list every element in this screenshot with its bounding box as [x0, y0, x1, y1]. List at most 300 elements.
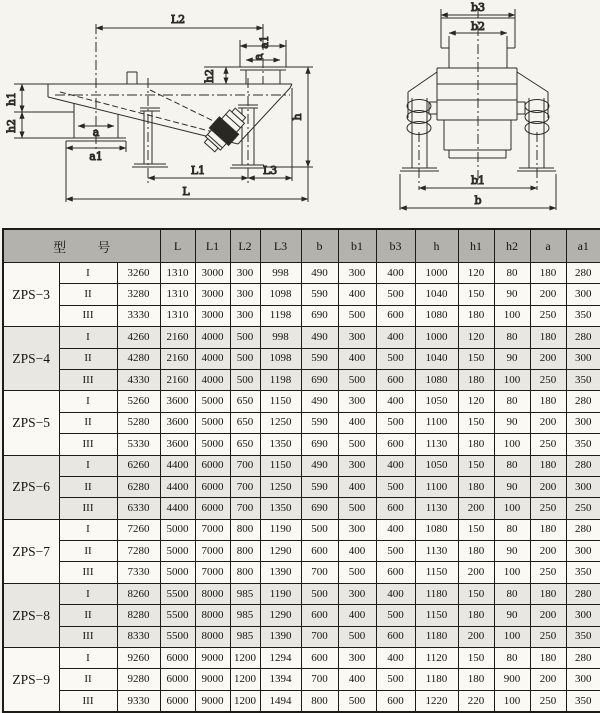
- table-row: [3, 669, 600, 690]
- value-cell: 690: [301, 434, 338, 455]
- value-cell: 3000: [195, 284, 230, 305]
- value-cell: 8000: [195, 583, 230, 604]
- value-cell: 1150: [260, 455, 301, 476]
- value-cell: 90: [494, 412, 530, 433]
- value-cell: 800: [230, 519, 260, 540]
- value-cell: 4330: [117, 369, 160, 390]
- value-cell: 180: [530, 648, 566, 669]
- value-cell: 300: [566, 476, 600, 497]
- value-cell: 4000: [195, 369, 230, 390]
- dim-label-L1: L1: [190, 164, 206, 177]
- value-cell: 4000: [195, 327, 230, 348]
- model-cell: ZPS−8: [3, 583, 59, 647]
- value-cell: 8280: [117, 605, 160, 626]
- value-cell: 650: [230, 412, 260, 433]
- value-cell: 180: [530, 263, 566, 284]
- column-header-h2: h2: [494, 229, 530, 263]
- value-cell: 1390: [260, 626, 301, 647]
- variant-cell: II: [59, 348, 117, 369]
- value-cell: 1100: [415, 476, 458, 497]
- value-cell: 1050: [415, 391, 458, 412]
- value-cell: 1180: [415, 583, 458, 604]
- value-cell: 280: [566, 263, 600, 284]
- table-row: [3, 434, 600, 455]
- value-cell: 180: [530, 391, 566, 412]
- value-cell: 500: [338, 369, 376, 390]
- value-cell: 200: [530, 412, 566, 433]
- value-cell: 200: [530, 284, 566, 305]
- value-cell: 200: [530, 476, 566, 497]
- value-cell: 500: [376, 284, 415, 305]
- table-row: [3, 648, 600, 669]
- dimensions-table: [2, 228, 600, 713]
- variant-cell: I: [59, 648, 117, 669]
- value-cell: 6000: [160, 648, 195, 669]
- value-cell: 1130: [415, 541, 458, 562]
- value-cell: 500: [376, 476, 415, 497]
- value-cell: 3600: [160, 434, 195, 455]
- value-cell: 650: [230, 391, 260, 412]
- dim-label-a-top: a: [252, 53, 265, 61]
- value-cell: 600: [301, 605, 338, 626]
- value-cell: 6260: [117, 455, 160, 476]
- variant-cell: III: [59, 305, 117, 326]
- value-cell: 180: [530, 455, 566, 476]
- model-cell: ZPS−6: [3, 455, 59, 519]
- value-cell: 200: [530, 669, 566, 690]
- dim-label-a1-top: a1: [258, 35, 271, 49]
- table-row: [3, 412, 600, 433]
- value-cell: 400: [338, 669, 376, 690]
- dim-label-L2: L2: [170, 13, 186, 26]
- value-cell: 7000: [195, 562, 230, 583]
- value-cell: 600: [376, 434, 415, 455]
- model-cell: ZPS−5: [3, 391, 59, 455]
- value-cell: 9000: [195, 669, 230, 690]
- value-cell: 1130: [415, 498, 458, 519]
- variant-cell: III: [59, 434, 117, 455]
- value-cell: 180: [458, 669, 494, 690]
- model-cell: ZPS−9: [3, 648, 59, 713]
- value-cell: 500: [376, 348, 415, 369]
- value-cell: 998: [260, 263, 301, 284]
- value-cell: 1250: [260, 476, 301, 497]
- value-cell: 1250: [260, 412, 301, 433]
- value-cell: 400: [376, 455, 415, 476]
- variant-cell: I: [59, 583, 117, 604]
- value-cell: 700: [301, 626, 338, 647]
- value-cell: 250: [530, 626, 566, 647]
- value-cell: 150: [458, 348, 494, 369]
- value-cell: 1310: [160, 284, 195, 305]
- value-cell: 1040: [415, 348, 458, 369]
- value-cell: 1394: [260, 669, 301, 690]
- value-cell: 3000: [195, 263, 230, 284]
- value-cell: 1390: [260, 562, 301, 583]
- dim-label-L3: L3: [262, 164, 278, 177]
- value-cell: 500: [376, 412, 415, 433]
- value-cell: 7260: [117, 519, 160, 540]
- value-cell: 400: [376, 263, 415, 284]
- variant-cell: III: [59, 690, 117, 712]
- value-cell: 400: [338, 412, 376, 433]
- dim-label-b3: b3: [470, 1, 486, 14]
- value-cell: 800: [301, 690, 338, 712]
- dim-label-a-bottom: a: [92, 126, 100, 139]
- table-row: [3, 391, 600, 412]
- value-cell: 1130: [415, 434, 458, 455]
- value-cell: 9260: [117, 648, 160, 669]
- value-cell: 8000: [195, 626, 230, 647]
- dim-label-b: b: [474, 194, 482, 207]
- dim-label-L: L: [182, 185, 190, 198]
- value-cell: 1200: [230, 690, 260, 712]
- value-cell: 1000: [415, 263, 458, 284]
- column-header-L3: L3: [260, 229, 301, 263]
- column-header-a1: a1: [566, 229, 600, 263]
- value-cell: 590: [301, 412, 338, 433]
- value-cell: 250: [530, 369, 566, 390]
- value-cell: 998: [260, 327, 301, 348]
- value-cell: 500: [376, 669, 415, 690]
- value-cell: 590: [301, 284, 338, 305]
- value-cell: 5000: [160, 562, 195, 583]
- value-cell: 280: [566, 648, 600, 669]
- table-row: [3, 498, 600, 519]
- table-row: [3, 476, 600, 497]
- value-cell: 300: [338, 263, 376, 284]
- value-cell: 490: [301, 263, 338, 284]
- value-cell: 300: [566, 669, 600, 690]
- value-cell: 90: [494, 476, 530, 497]
- column-header-L1: L1: [195, 229, 230, 263]
- value-cell: 6000: [195, 476, 230, 497]
- value-cell: 5500: [160, 605, 195, 626]
- variant-cell: II: [59, 605, 117, 626]
- value-cell: 500: [301, 519, 338, 540]
- value-cell: 180: [458, 541, 494, 562]
- variant-cell: I: [59, 519, 117, 540]
- value-cell: 4260: [117, 327, 160, 348]
- value-cell: 250: [530, 434, 566, 455]
- column-header-b: b: [301, 229, 338, 263]
- value-cell: 1198: [260, 369, 301, 390]
- value-cell: 500: [338, 434, 376, 455]
- variant-cell: III: [59, 562, 117, 583]
- variant-cell: III: [59, 369, 117, 390]
- value-cell: 80: [494, 648, 530, 669]
- value-cell: 400: [338, 605, 376, 626]
- value-cell: 3600: [160, 391, 195, 412]
- value-cell: 250: [530, 305, 566, 326]
- value-cell: 5500: [160, 626, 195, 647]
- dim-label-h2-right: h2: [203, 68, 216, 84]
- variant-cell: I: [59, 327, 117, 348]
- variant-cell: I: [59, 263, 117, 284]
- value-cell: 280: [566, 519, 600, 540]
- value-cell: 7280: [117, 541, 160, 562]
- value-cell: 9330: [117, 690, 160, 712]
- value-cell: 100: [494, 434, 530, 455]
- value-cell: 1150: [415, 562, 458, 583]
- side-view-drawing: [5, 13, 313, 202]
- value-cell: 300: [566, 284, 600, 305]
- technical-drawings: [0, 0, 600, 228]
- table-row: [3, 327, 600, 348]
- value-cell: 600: [301, 541, 338, 562]
- value-cell: 1150: [260, 391, 301, 412]
- table-row: [3, 348, 600, 369]
- value-cell: 80: [494, 519, 530, 540]
- value-cell: 250: [566, 498, 600, 519]
- value-cell: 180: [530, 327, 566, 348]
- value-cell: 500: [230, 369, 260, 390]
- value-cell: 280: [566, 583, 600, 604]
- value-cell: 600: [376, 369, 415, 390]
- table-row: [3, 605, 600, 626]
- column-header-L2: L2: [230, 229, 260, 263]
- value-cell: 350: [566, 369, 600, 390]
- value-cell: 400: [338, 348, 376, 369]
- value-cell: 500: [301, 583, 338, 604]
- value-cell: 1040: [415, 284, 458, 305]
- value-cell: 985: [230, 626, 260, 647]
- value-cell: 1080: [415, 305, 458, 326]
- value-cell: 5000: [160, 519, 195, 540]
- value-cell: 120: [458, 327, 494, 348]
- value-cell: 1190: [260, 583, 301, 604]
- value-cell: 9000: [195, 648, 230, 669]
- value-cell: 1310: [160, 263, 195, 284]
- value-cell: 700: [301, 669, 338, 690]
- value-cell: 250: [530, 562, 566, 583]
- value-cell: 400: [376, 391, 415, 412]
- table-header-row: [3, 229, 600, 263]
- value-cell: 600: [301, 648, 338, 669]
- value-cell: 690: [301, 498, 338, 519]
- value-cell: 6000: [195, 498, 230, 519]
- value-cell: 8000: [195, 605, 230, 626]
- value-cell: 80: [494, 583, 530, 604]
- value-cell: 150: [458, 583, 494, 604]
- value-cell: 1120: [415, 648, 458, 669]
- value-cell: 5330: [117, 434, 160, 455]
- table-row: [3, 690, 600, 712]
- value-cell: 985: [230, 583, 260, 604]
- value-cell: 6000: [160, 669, 195, 690]
- value-cell: 100: [494, 305, 530, 326]
- value-cell: 4280: [117, 348, 160, 369]
- value-cell: 300: [230, 284, 260, 305]
- value-cell: 300: [566, 348, 600, 369]
- value-cell: 800: [230, 541, 260, 562]
- value-cell: 400: [376, 519, 415, 540]
- variant-cell: II: [59, 541, 117, 562]
- value-cell: 590: [301, 476, 338, 497]
- value-cell: 90: [494, 541, 530, 562]
- value-cell: 180: [458, 605, 494, 626]
- table-row: [3, 284, 600, 305]
- dim-label-a1-bottom: a1: [89, 150, 103, 163]
- value-cell: 300: [338, 583, 376, 604]
- value-cell: 600: [376, 498, 415, 519]
- outlet-chute: [66, 98, 126, 152]
- value-cell: 300: [566, 541, 600, 562]
- value-cell: 200: [458, 498, 494, 519]
- variant-cell: III: [59, 498, 117, 519]
- model-cell: ZPS−3: [3, 263, 59, 327]
- value-cell: 2160: [160, 348, 195, 369]
- value-cell: 400: [376, 327, 415, 348]
- value-cell: 500: [338, 562, 376, 583]
- value-cell: 600: [376, 626, 415, 647]
- value-cell: 5500: [160, 583, 195, 604]
- value-cell: 1350: [260, 434, 301, 455]
- value-cell: 80: [494, 391, 530, 412]
- value-cell: 1180: [415, 626, 458, 647]
- value-cell: 1350: [260, 498, 301, 519]
- value-cell: 1100: [415, 412, 458, 433]
- value-cell: 500: [338, 626, 376, 647]
- vibration-motor-icon: [200, 104, 250, 156]
- variant-cell: II: [59, 412, 117, 433]
- value-cell: 1050: [415, 455, 458, 476]
- value-cell: 1190: [260, 519, 301, 540]
- value-cell: 1098: [260, 348, 301, 369]
- value-cell: 150: [458, 519, 494, 540]
- table-row: [3, 626, 600, 647]
- value-cell: 3280: [117, 284, 160, 305]
- model-column-header: 型 号: [3, 229, 160, 263]
- value-cell: 300: [230, 263, 260, 284]
- value-cell: 1080: [415, 519, 458, 540]
- value-cell: 1200: [230, 648, 260, 669]
- value-cell: 150: [458, 284, 494, 305]
- dim-label-b1: b1: [470, 174, 486, 187]
- value-cell: 590: [301, 348, 338, 369]
- value-cell: 500: [376, 605, 415, 626]
- value-cell: 1290: [260, 541, 301, 562]
- dim-label-h-right: h: [291, 113, 304, 121]
- variant-cell: I: [59, 455, 117, 476]
- value-cell: 350: [566, 434, 600, 455]
- variant-cell: II: [59, 284, 117, 305]
- value-cell: 800: [230, 562, 260, 583]
- model-cell: ZPS−7: [3, 519, 59, 583]
- table-row: [3, 369, 600, 390]
- value-cell: 90: [494, 284, 530, 305]
- value-cell: 400: [338, 541, 376, 562]
- value-cell: 90: [494, 605, 530, 626]
- value-cell: 1150: [415, 605, 458, 626]
- value-cell: 700: [301, 562, 338, 583]
- value-cell: 300: [230, 305, 260, 326]
- table-row: [3, 305, 600, 326]
- value-cell: 2160: [160, 327, 195, 348]
- value-cell: 280: [566, 327, 600, 348]
- value-cell: 150: [458, 648, 494, 669]
- value-cell: 300: [566, 412, 600, 433]
- value-cell: 1198: [260, 305, 301, 326]
- value-cell: 1494: [260, 690, 301, 712]
- value-cell: 900: [494, 669, 530, 690]
- value-cell: 9280: [117, 669, 160, 690]
- table-row: [3, 263, 600, 284]
- value-cell: 7000: [195, 519, 230, 540]
- value-cell: 690: [301, 305, 338, 326]
- value-cell: 250: [530, 498, 566, 519]
- table-row: [3, 455, 600, 476]
- value-cell: 80: [494, 327, 530, 348]
- value-cell: 8330: [117, 626, 160, 647]
- value-cell: 6280: [117, 476, 160, 497]
- value-cell: 350: [566, 626, 600, 647]
- value-cell: 1180: [415, 669, 458, 690]
- value-cell: 200: [530, 605, 566, 626]
- value-cell: 1200: [230, 669, 260, 690]
- value-cell: 180: [458, 369, 494, 390]
- model-cell: ZPS−4: [3, 327, 59, 391]
- value-cell: 350: [566, 305, 600, 326]
- table-row: [3, 583, 600, 604]
- drawings-svg: [0, 0, 600, 228]
- value-cell: 400: [338, 284, 376, 305]
- value-cell: 1310: [160, 305, 195, 326]
- value-cell: 100: [494, 626, 530, 647]
- value-cell: 120: [458, 391, 494, 412]
- value-cell: 5000: [195, 434, 230, 455]
- column-header-a: a: [530, 229, 566, 263]
- value-cell: 5000: [195, 412, 230, 433]
- value-cell: 250: [530, 690, 566, 712]
- value-cell: 1098: [260, 284, 301, 305]
- value-cell: 700: [230, 498, 260, 519]
- value-cell: 490: [301, 327, 338, 348]
- value-cell: 100: [494, 369, 530, 390]
- value-cell: 300: [338, 519, 376, 540]
- column-header-b1: b1: [338, 229, 376, 263]
- value-cell: 400: [376, 583, 415, 604]
- value-cell: 4000: [195, 348, 230, 369]
- value-cell: 6330: [117, 498, 160, 519]
- value-cell: 600: [376, 690, 415, 712]
- value-cell: 3260: [117, 263, 160, 284]
- value-cell: 150: [458, 455, 494, 476]
- value-cell: 400: [376, 648, 415, 669]
- value-cell: 300: [338, 391, 376, 412]
- value-cell: 80: [494, 263, 530, 284]
- value-cell: 150: [458, 412, 494, 433]
- value-cell: 6000: [160, 690, 195, 712]
- column-header-h1: h1: [458, 229, 494, 263]
- column-header-b3: b3: [376, 229, 415, 263]
- value-cell: 400: [338, 476, 376, 497]
- value-cell: 500: [376, 541, 415, 562]
- value-cell: 300: [338, 648, 376, 669]
- dim-label-h2-left: h2: [5, 118, 18, 134]
- table-row: [3, 541, 600, 562]
- column-header-L: L: [160, 229, 195, 263]
- variant-cell: III: [59, 626, 117, 647]
- value-cell: 3600: [160, 412, 195, 433]
- value-cell: 350: [566, 690, 600, 712]
- value-cell: 5000: [195, 391, 230, 412]
- value-cell: 180: [530, 583, 566, 604]
- value-cell: 180: [458, 305, 494, 326]
- value-cell: 3000: [195, 305, 230, 326]
- value-cell: 700: [230, 476, 260, 497]
- value-cell: 1294: [260, 648, 301, 669]
